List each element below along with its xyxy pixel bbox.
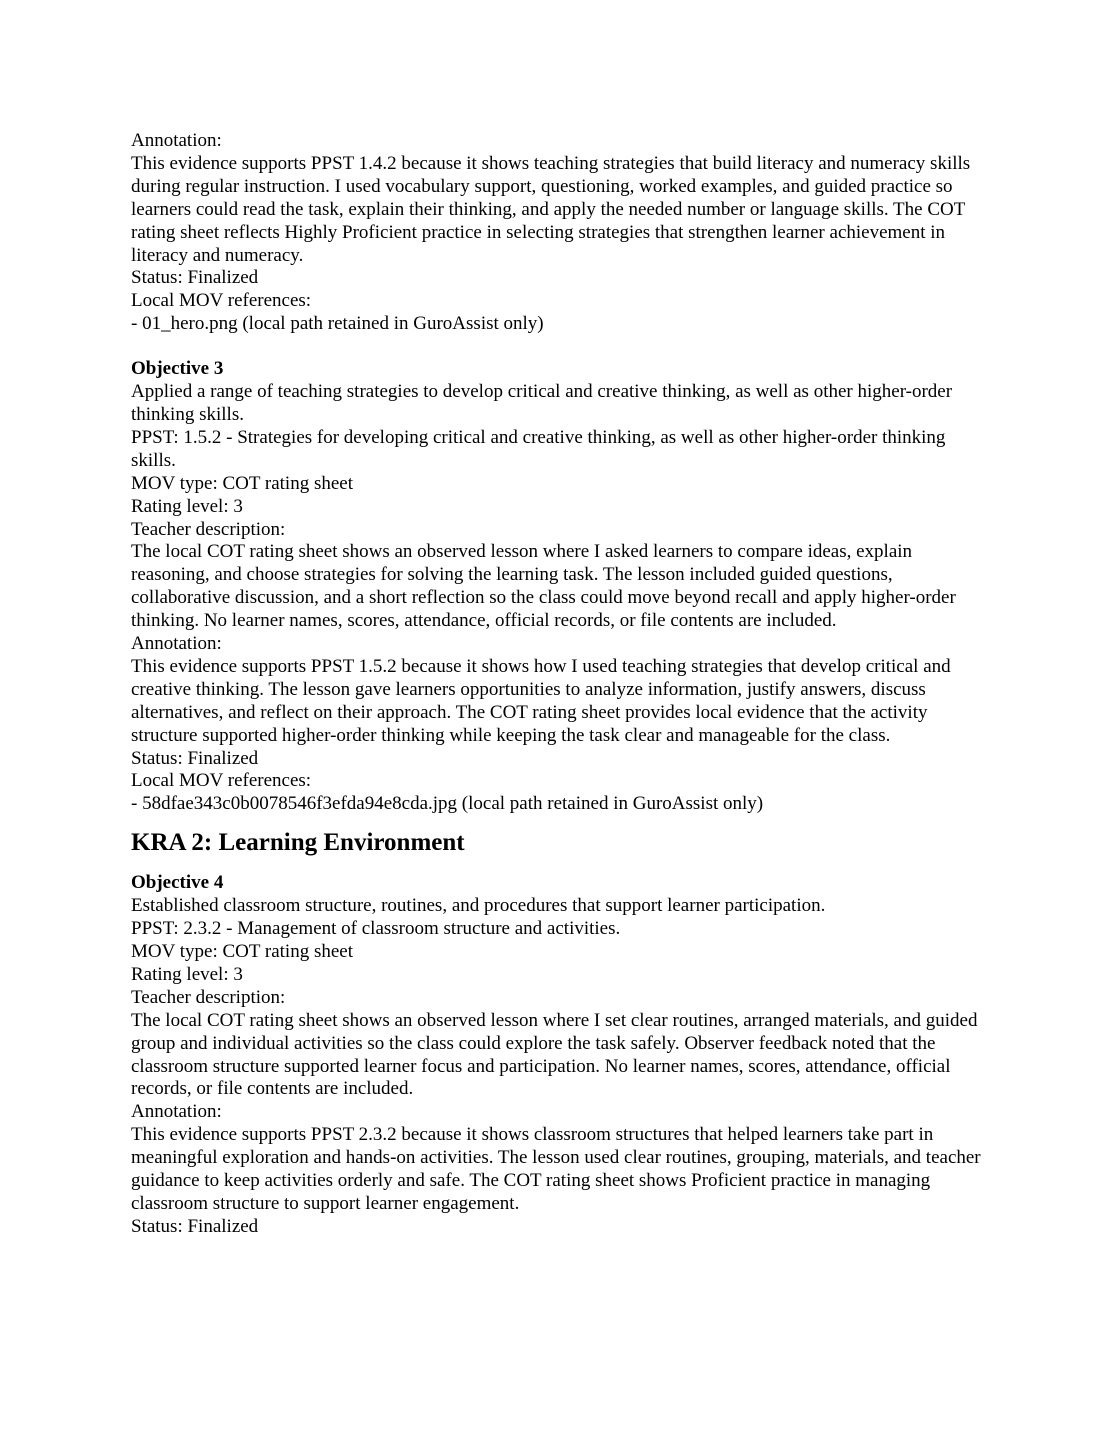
- document-page: [131, 130, 981, 1239]
- mov-references-label: Local MOV references:: [131, 290, 312, 312]
- kra-heading: KRA 2: Learning Environment: [131, 829, 465, 857]
- status-text: Status: Finalized: [131, 1215, 259, 1237]
- evidence-block-continued: [131, 130, 981, 336]
- teacher-description-text: The local COT rating sheet shows an observed lesson where I set clear routines, arranged materials, and guided group and individual activities so the class could explore the task safely. Observer feedback noted that the classroom structure supported learner focus and participation. No learner names, scores, attendance, official records, or file contents are included.: [131, 1009, 978, 1100]
- teacher-description-label: Teacher description:: [131, 518, 286, 540]
- objective-4-section: [131, 872, 981, 1239]
- ppst-text: PPST: 1.5.2 - Strategies for developing critical and creative thinking, as well as other higher-order thinking skills.: [131, 426, 946, 471]
- status-text: Status: Finalized: [131, 267, 259, 289]
- rating-level-text: Rating level: 3: [131, 495, 243, 517]
- mov-type-text: MOV type: COT rating sheet: [131, 941, 353, 962]
- objective-title: Objective 4: [131, 872, 224, 894]
- annotation-text: This evidence supports PPST 1.4.2 because it shows teaching strategies that build literacy and numeracy skills during regular instruction. I used vocabulary support, questioning, worked examples, and guided practice so learners could read the task, explain their thinking, and apply the needed number or language skills. The COT rating sheet reflects Highly Proficient practice in selecting strategies that strengthen learner achievement in literacy and numeracy.: [131, 152, 971, 266]
- annotation-label: Annotation:: [131, 1101, 222, 1123]
- teacher-description-text: The local COT rating sheet shows an observed lesson where I asked learners to compare ideas, explain reasoning, and choose strategies for solving the learning task. The lesson included guided questions, collaborative discussion, and a short reflection so the class could move beyond recall and apply higher-order thinking. No learner names, scores, attendance, official records, or file contents are included.: [131, 541, 956, 632]
- annotation-text: This evidence supports PPST 1.5.2 because it shows how I used teaching strategies that develop critical and creative thinking. The lesson gave learners opportunities to analyze information, justify answers, discuss alternatives, and reflect on their approach. The COT rating sheet provides local evidence that the activity structure supported higher-order thinking while keeping the task clear and manageable for the class.: [131, 655, 951, 746]
- mov-type-text: MOV type: COT rating sheet: [131, 472, 353, 494]
- mov-references-label: Local MOV references:: [131, 770, 312, 792]
- status-text: Status: Finalized: [131, 747, 259, 769]
- teacher-description-label: Teacher description:: [131, 986, 286, 1008]
- objective-3-section: [131, 358, 981, 816]
- rating-level-text: Rating level: 3: [131, 963, 243, 985]
- objective-title: Objective 3: [131, 358, 224, 380]
- ppst-text: PPST: 2.3.2 - Management of classroom structure and activities.: [131, 918, 621, 940]
- objective-description: Applied a range of teaching strategies to develop critical and creative thinking, as well as other higher-order thinking skills.: [131, 381, 953, 425]
- annotation-label: Annotation:: [131, 633, 222, 655]
- mov-reference-item: - 01_hero.png (local path retained in GuroAssist only): [131, 313, 544, 335]
- annotation-label: Annotation:: [131, 130, 222, 151]
- annotation-text: This evidence supports PPST 2.3.2 because it shows classroom structures that helped learners take part in meaningful exploration and hands-on activities. The lesson used clear routines, grouping, materials, and teacher guidance to keep activities orderly and safe. The COT rating sheet shows Proficient practice in managing classroom structure to support learner engagement.: [131, 1124, 981, 1214]
- mov-reference-item: - 58dfae343c0b0078546f3efda94e8cda.jpg (local path retained in GuroAssist only): [131, 793, 764, 815]
- objective-description: Established classroom structure, routines, and procedures that support learner participation.: [131, 895, 826, 917]
